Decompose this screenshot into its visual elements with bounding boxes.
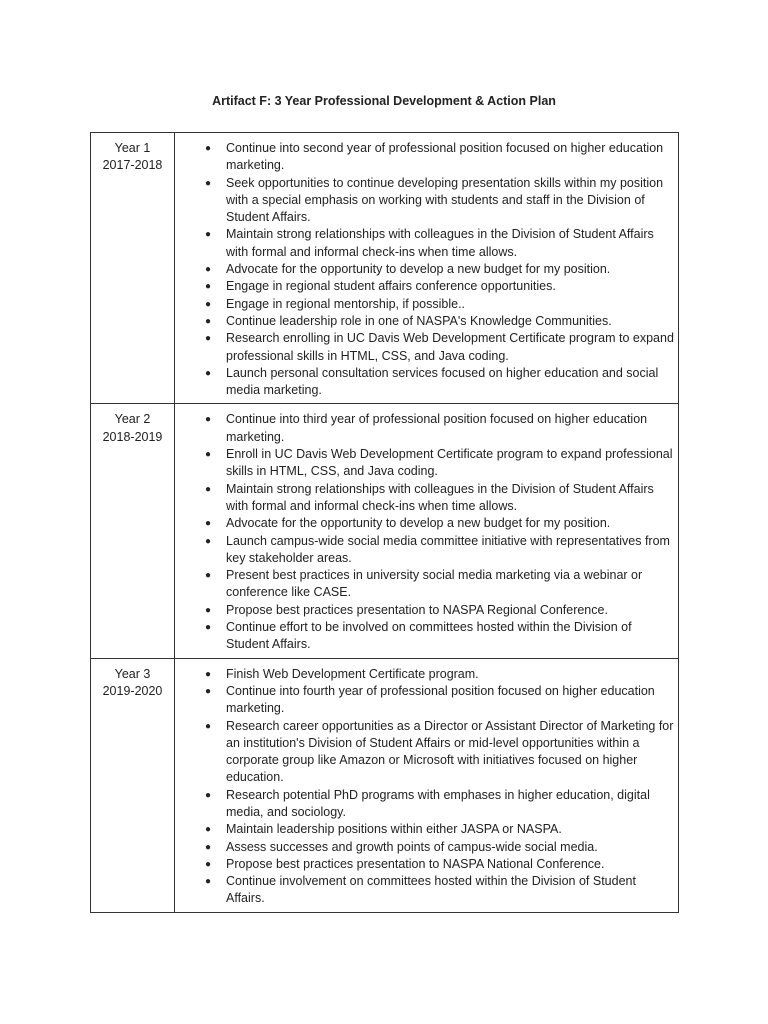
items-cell [175, 658, 679, 912]
year-cell [91, 658, 175, 912]
year-label: Year 1 [114, 141, 151, 155]
year-range: 2017-2018 [102, 158, 163, 173]
list-item: ● Maintain strong relationships with colleagues in the Division of Student Affairs with formal and informal check-ins when time allows. [205, 481, 654, 513]
action-list [175, 140, 674, 399]
bullet-icon: ● [205, 622, 212, 634]
list-item: ● Engage in regional mentorship, if possible.. [175, 296, 674, 313]
items-cell [175, 404, 679, 658]
action-plan-table [90, 132, 679, 913]
table-row [91, 658, 679, 912]
bullet-icon: ● [205, 841, 212, 853]
list-item: ● Continue into third year of professional position focused on higher education marketing. [205, 412, 648, 444]
list-item: ● Research potential PhD programs with emphases in higher education, digital media, and sociology. [205, 787, 650, 819]
list-item: ● Research career opportunities as a Director or Assistant Director of Marketing for an institution's Division of Student Affairs or mid-level opportunities within a corporate group like Amazon or Microsoft with initiatives focused on higher education. [205, 718, 674, 785]
list-item: ● Continue effort to be involved on committees hosted within the Division of Student Affairs. [205, 620, 632, 652]
list-item: ● Propose best practices presentation to NASPA National Conference. [175, 856, 674, 873]
bullet-icon: ● [205, 229, 212, 241]
list-item: ● Continue leadership role in one of NASPA's Knowledge Communities. [175, 313, 674, 330]
list-item: ● Engage in regional student affairs conference opportunities. [175, 278, 674, 295]
items-cell [175, 133, 679, 404]
bullet-icon: ● [205, 789, 212, 801]
bullet-icon: ● [205, 298, 212, 310]
bullet-icon: ● [205, 414, 212, 426]
list-item: ● Launch personal consultation services focused on higher education and social media marketing. [205, 365, 659, 398]
table-row [91, 404, 679, 658]
bullet-icon: ● [205, 449, 212, 461]
list-item: ● Continue involvement on committees hosted within the Division of Student Affairs. [205, 874, 636, 906]
year-cell [91, 404, 175, 658]
list-item: ● Research enrolling in UC Davis Web Development Certificate program to expand professional skills in HTML, CSS, and Java coding. [205, 331, 674, 363]
year-label: Year 2 [114, 412, 151, 427]
bullet-icon: ● [205, 720, 212, 732]
list-item: ● Present best practices in university social media marketing via a webinar or conference like CASE. [205, 568, 643, 600]
list-item: ● Assess successes and growth points of campus-wide social media. [175, 839, 674, 856]
bullet-icon: ● [205, 264, 212, 276]
table-row [91, 133, 679, 404]
bullet-icon: ● [205, 177, 212, 189]
list-item: ● Propose best practices presentation to NASPA Regional Conference. [175, 602, 674, 619]
bullet-icon: ● [205, 668, 212, 680]
list-item: ● Finish Web Development Certificate program. [175, 666, 674, 683]
bullet-icon: ● [205, 367, 212, 379]
bullet-icon: ● [205, 824, 212, 836]
year-range: 2018-2019 [102, 429, 163, 444]
bullet-icon: ● [205, 876, 212, 888]
list-item: ● Maintain leadership positions within either JASPA or NASPA. [175, 821, 674, 838]
bullet-icon: ● [205, 570, 212, 582]
action-list [175, 666, 674, 908]
list-item: ● Seek opportunities to continue developing presentation skills within my position with a special emphasis on working with students and staff in the Division of Student Affairs. [205, 175, 664, 225]
list-item: ● Maintain strong relationships with colleagues in the Division of Student Affairs with formal and informal check-ins when time allows. [205, 227, 654, 259]
list-item: ● Continue into second year of professional position focused on higher education marketing. [205, 141, 664, 173]
year-cell [91, 133, 175, 404]
bullet-icon: ● [205, 685, 212, 697]
bullet-icon: ● [205, 143, 212, 154]
bullet-icon: ● [205, 483, 212, 495]
year-range: 2019-2020 [102, 683, 163, 698]
list-item: ● Advocate for the opportunity to develop a new budget for my position. [175, 515, 674, 532]
list-item: ● Advocate for the opportunity to develop a new budget for my position. [175, 261, 674, 278]
list-item: ● Enroll in UC Davis Web Development Certificate program to expand professional skills in HTML, CSS, and Java coding. [205, 447, 673, 479]
bullet-icon: ● [205, 518, 212, 530]
bullet-icon: ● [205, 535, 212, 547]
year-label: Year 3 [114, 666, 151, 681]
list-item: ● Launch campus-wide social media committee initiative with representatives from key stakeholder areas. [205, 533, 670, 565]
action-list [175, 411, 674, 653]
document-title: Artifact F: 3 Year Professional Development & Action Plan [212, 94, 556, 108]
bullet-icon: ● [205, 315, 212, 327]
list-item: ● Continue into fourth year of professional position focused on higher education marketing. [205, 683, 655, 716]
bullet-icon: ● [205, 604, 212, 616]
bullet-icon: ● [205, 333, 212, 345]
bullet-icon: ● [205, 858, 212, 870]
bullet-icon: ● [205, 281, 212, 293]
